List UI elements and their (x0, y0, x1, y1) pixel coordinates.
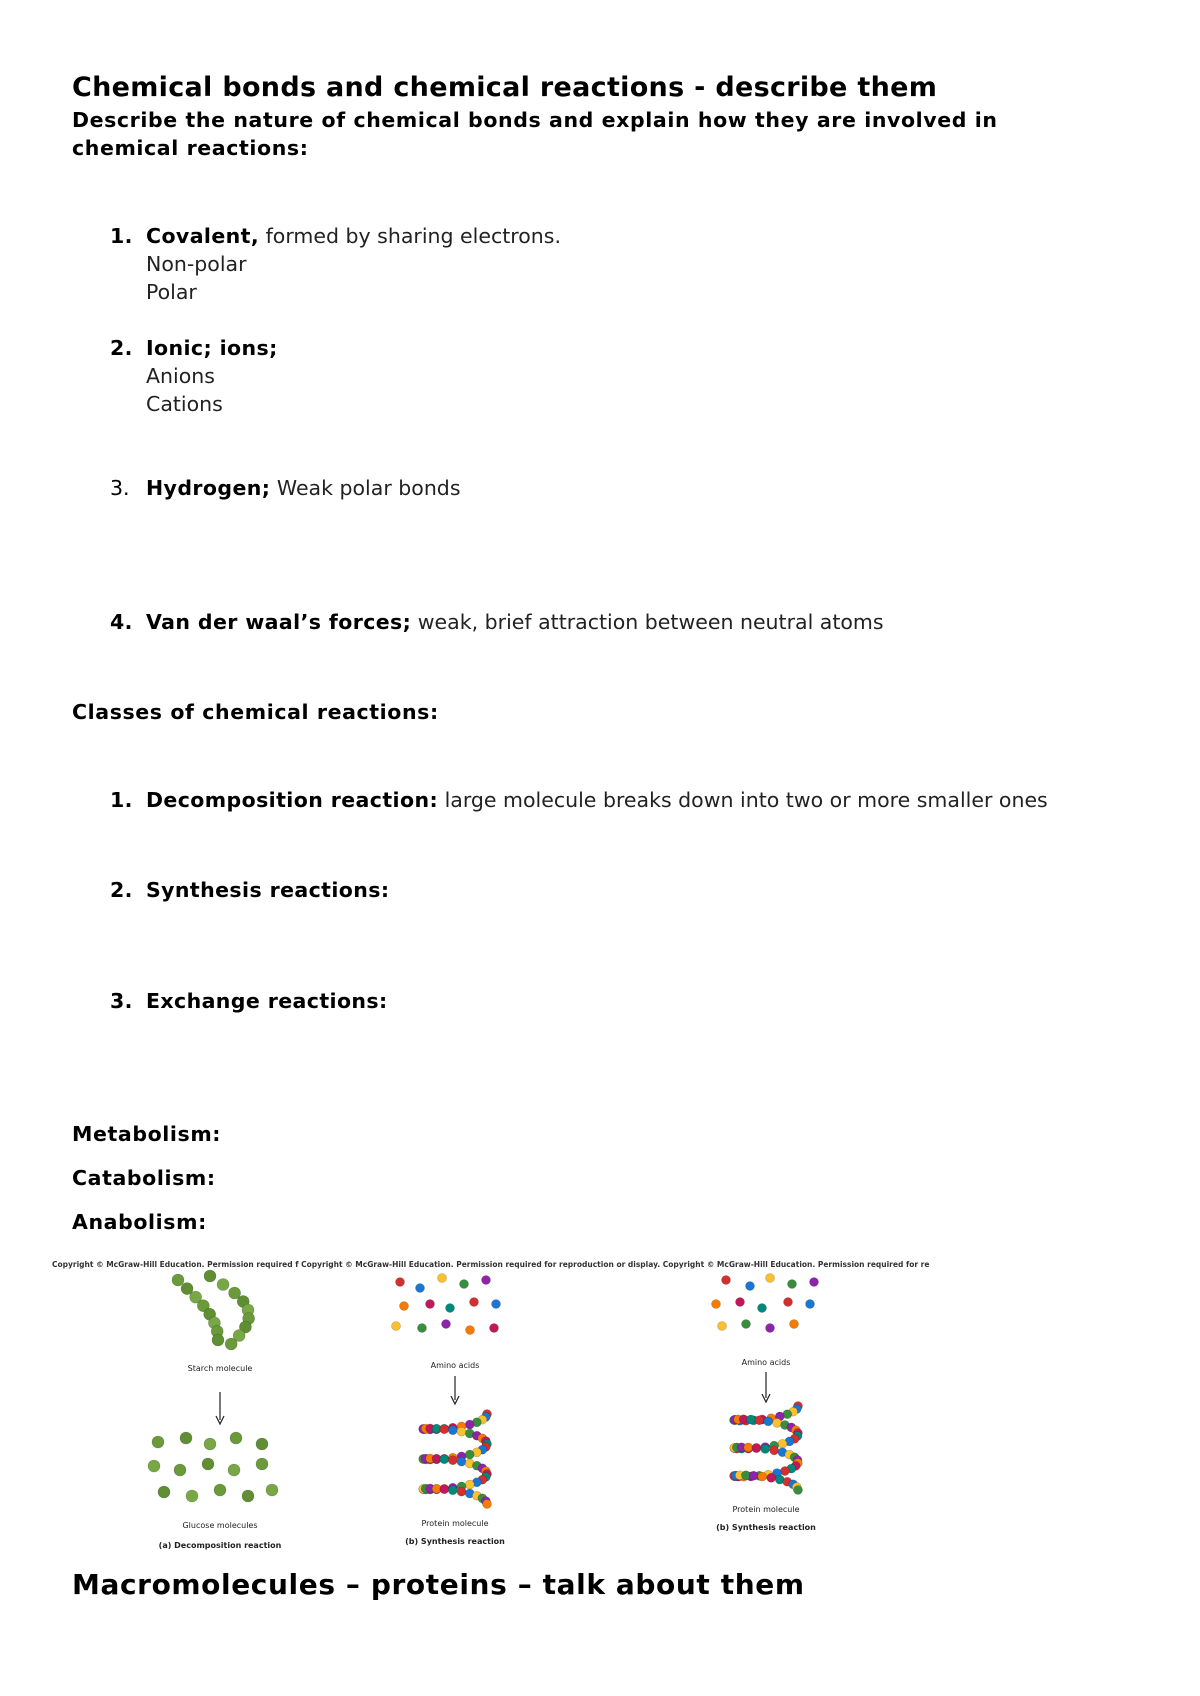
protein-unit (465, 1480, 474, 1489)
protein-unit (465, 1450, 474, 1459)
list-number: 3. (110, 989, 133, 1013)
reaction-term: Decomposition reaction: (146, 788, 439, 812)
protein-unit (744, 1443, 753, 1452)
bond-subitem: Non-polar (146, 252, 247, 276)
caption-synthesis-2: (b) Synthesis reaction (716, 1523, 816, 1532)
term-catabolism: Catabolism: (72, 1166, 216, 1190)
arrow-icon (451, 1376, 459, 1404)
amino-acid (788, 1280, 797, 1289)
glucose-label: Glucose molecules (182, 1521, 258, 1530)
arrow-icon (216, 1392, 224, 1424)
list-number: 2. (110, 336, 133, 360)
starch-unit (212, 1334, 224, 1346)
caption-synthesis-1: (b) Synthesis reaction (405, 1537, 505, 1546)
amino-acid (470, 1298, 479, 1307)
glucose-unit (228, 1464, 240, 1476)
amino-acid (400, 1302, 409, 1311)
amino-acid (466, 1326, 475, 1335)
reaction-term: Exchange reactions: (146, 989, 388, 1013)
glucose-unit (186, 1490, 198, 1502)
amino-acid (392, 1322, 401, 1331)
glucose-unit (214, 1484, 226, 1496)
protein-unit (749, 1471, 758, 1480)
amino-acid (742, 1320, 751, 1329)
protein-unit (780, 1467, 789, 1476)
arrow-icon (762, 1372, 770, 1402)
list-number: 4. (110, 610, 133, 634)
amino-acid (426, 1300, 435, 1309)
starch-molecule-graphic (172, 1270, 255, 1350)
glucose-unit (204, 1438, 216, 1450)
classes-heading: Classes of chemical reactions: (72, 700, 439, 724)
amino-acid (396, 1278, 405, 1287)
protein-unit (483, 1500, 492, 1509)
bond-term: Ionic; ions; (146, 336, 278, 360)
protein-label: Protein molecule (732, 1505, 800, 1514)
amino-acids-graphic (712, 1274, 819, 1333)
protein-unit (770, 1446, 779, 1455)
protein-unit (778, 1439, 787, 1448)
amino-acid (460, 1280, 469, 1289)
glucose-unit (242, 1490, 254, 1502)
amino-acid (418, 1324, 427, 1333)
protein-molecule-graphic (419, 1410, 492, 1509)
reaction-description: large molecule breaks down into two or more smaller ones (438, 788, 1048, 812)
amino-acid (492, 1300, 501, 1309)
caption-decomposition: (a) Decomposition reaction (158, 1541, 282, 1550)
protein-unit (758, 1472, 767, 1481)
amino-acid (718, 1322, 727, 1331)
amino-acid (442, 1320, 451, 1329)
starch-unit (217, 1279, 229, 1291)
protein-unit (764, 1417, 773, 1426)
term-metabolism: Metabolism: (72, 1122, 222, 1146)
protein-unit (746, 1415, 755, 1424)
protein-unit (448, 1486, 457, 1495)
list-number: 3. (110, 476, 130, 500)
glucose-unit (266, 1484, 278, 1496)
amino-acid (446, 1304, 455, 1313)
bond-subitem: Anions (146, 364, 215, 388)
reaction-figure (50, 1258, 930, 1558)
amino-acids-graphic (392, 1274, 501, 1335)
page-title: Chemical bonds and chemical reactions - describe them (72, 72, 938, 103)
protein-unit (794, 1486, 803, 1495)
amino-acid (790, 1320, 799, 1329)
prompt-line-2: chemical reactions: (72, 136, 309, 160)
glucose-unit (174, 1464, 186, 1476)
amino-acid (438, 1274, 447, 1283)
glucose-unit (202, 1458, 214, 1470)
protein-unit (440, 1485, 449, 1494)
protein-unit (773, 1418, 782, 1427)
bond-description: weak, brief attraction between neutral atoms (411, 610, 884, 634)
glucose-unit (230, 1432, 242, 1444)
bond-subitem: Polar (146, 280, 197, 304)
bond-description: formed by sharing electrons. (259, 224, 561, 248)
protein-unit (440, 1455, 449, 1464)
amino-acids-label: Amino acids (741, 1358, 791, 1367)
glucose-unit (256, 1438, 268, 1450)
protein-unit (457, 1427, 466, 1436)
bond-term: Hydrogen; (146, 476, 271, 500)
glucose-unit (152, 1436, 164, 1448)
protein-molecule-graphic (730, 1402, 803, 1495)
amino-acid (490, 1324, 499, 1333)
protein-unit (448, 1426, 457, 1435)
macromolecules-heading: Macromolecules – proteins – talk about them (72, 1568, 805, 1601)
protein-unit (465, 1420, 474, 1429)
protein-unit (767, 1473, 776, 1482)
bond-term: Van der waal’s forces; (146, 610, 412, 634)
protein-unit (755, 1416, 764, 1425)
bond-term: Covalent, (146, 224, 260, 248)
protein-label: Protein molecule (421, 1519, 489, 1528)
amino-acid (810, 1278, 819, 1287)
amino-acid (736, 1298, 745, 1307)
glucose-unit (180, 1432, 192, 1444)
panel-synthesis-1 (392, 1274, 506, 1547)
amino-acid (482, 1276, 491, 1285)
amino-acid (758, 1304, 767, 1313)
amino-acid (766, 1274, 775, 1283)
protein-unit (761, 1444, 770, 1453)
protein-unit (440, 1425, 449, 1434)
term-anabolism: Anabolism: (72, 1210, 207, 1234)
protein-unit (752, 1443, 761, 1452)
amino-acids-label: Amino acids (430, 1361, 480, 1370)
glucose-unit (158, 1486, 170, 1498)
reaction-diagram (50, 1258, 930, 1558)
amino-acid (746, 1282, 755, 1291)
list-number: 2. (110, 878, 133, 902)
amino-acid (784, 1298, 793, 1307)
list-number: 1. (110, 788, 133, 812)
glucose-unit (256, 1458, 268, 1470)
starch-unit (204, 1270, 216, 1282)
protein-unit (448, 1456, 457, 1465)
amino-acid (712, 1300, 721, 1309)
glucose-unit (148, 1460, 160, 1472)
copyright-notice: Copyright © McGraw-Hill Education. Permission required f Copyright © McGraw-Hill Education. Permission required for reproduction or display. Copyright © McGraw-Hill Education. Permission required for reproduction or display. (52, 1260, 930, 1269)
protein-unit (457, 1487, 466, 1496)
starch-unit (172, 1274, 184, 1286)
bond-description: Weak polar bonds (270, 476, 461, 500)
amino-acid (416, 1284, 425, 1293)
bond-subitem: Cations (146, 392, 223, 416)
amino-acid (766, 1324, 775, 1333)
amino-acid (806, 1300, 815, 1309)
protein-unit (457, 1457, 466, 1466)
panel-synthesis-2 (712, 1274, 819, 1533)
prompt-line-1: Describe the nature of chemical bonds and explain how they are involved in (72, 108, 998, 132)
list-number: 1. (110, 224, 133, 248)
starch-unit (225, 1338, 237, 1350)
glucose-molecules-graphic (148, 1432, 278, 1502)
starch-label: Starch molecule (187, 1364, 253, 1373)
panel-decomposition (148, 1270, 282, 1550)
reaction-term: Synthesis reactions: (146, 878, 390, 902)
amino-acid (722, 1276, 731, 1285)
